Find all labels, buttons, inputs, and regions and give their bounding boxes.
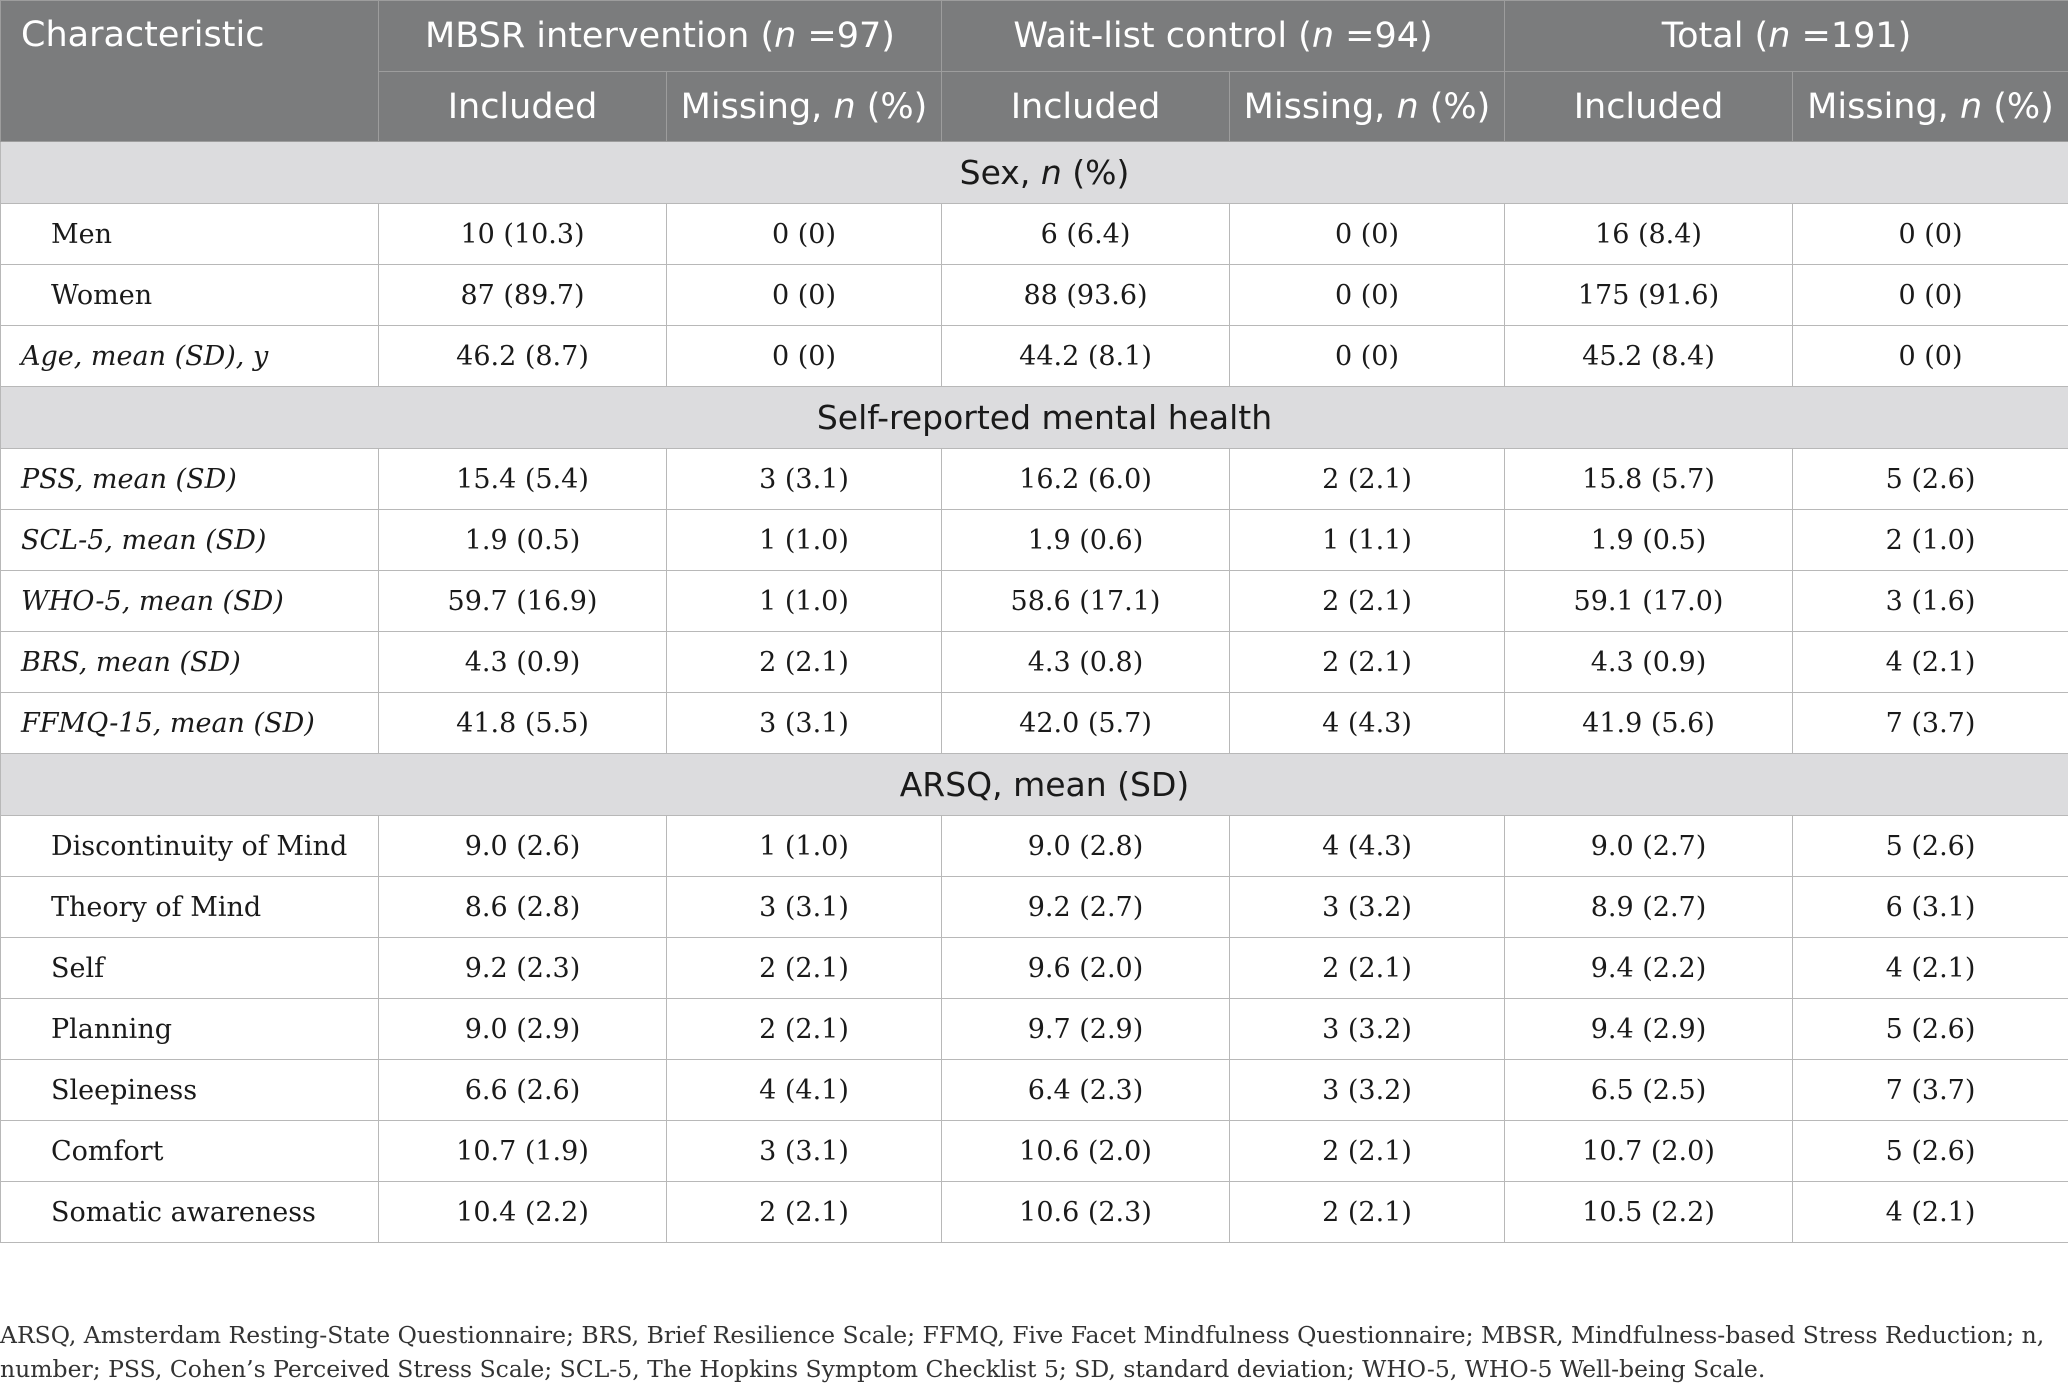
cell: 0 (0) [667,326,942,387]
cell: 9.0 (2.8) [942,816,1230,877]
cell: 2 (2.1) [667,999,942,1060]
cell: 10.4 (2.2) [379,1182,667,1243]
cell: 0 (0) [667,204,942,265]
cell: 3 (3.2) [1230,999,1505,1060]
cell: 6 (3.1) [1793,877,2068,938]
table-footnote: ARSQ, Amsterdam Resting-State Questionnaire; BRS, Brief Resilience Scale; FFMQ, Five Facet Mindfulness Questionnaire; MBSR, Mindfulness-based Stress Reduction; n, number; PSS, Cohen’s Perceived Stress Scale; SCL-5, The Hopkins Symptom Checklist 5; SD, standard deviation; WHO-5, WHO-5 Well-being Scale. [0,1321,2045,1383]
row-label: Theory of Mind [1,877,379,938]
cell: 1 (1.0) [667,510,942,571]
row-label: Self [1,938,379,999]
table-row [1,204,2068,265]
section-label: Self-reported mental health [1,387,2068,449]
section-row-arsq [1,754,2068,816]
cell: 10.7 (1.9) [379,1121,667,1182]
cell: 44.2 (8.1) [942,326,1230,387]
header-included: Included [379,72,667,142]
table-row [1,510,2068,571]
cell: 58.6 (17.1) [942,571,1230,632]
cell: 3 (3.1) [667,877,942,938]
cell: 4.3 (0.8) [942,632,1230,693]
cell: 3 (3.1) [667,1121,942,1182]
section-row-mental-health [1,387,2068,449]
cell: 4 (2.1) [1793,1182,2068,1243]
cell: 0 (0) [1793,326,2068,387]
cell: 2 (2.1) [667,938,942,999]
cell: 4.3 (0.9) [379,632,667,693]
header-missing: Missing, n (%) [1793,72,2068,142]
cell: 0 (0) [1793,265,2068,326]
cell: 6.4 (2.3) [942,1060,1230,1121]
cell: 2 (2.1) [1230,449,1505,510]
cell: 15.8 (5.7) [1505,449,1793,510]
row-label: PSS, mean (SD) [1,449,379,510]
cell: 42.0 (5.7) [942,693,1230,754]
cell: 175 (91.6) [1505,265,1793,326]
row-label: Discontinuity of Mind [1,816,379,877]
cell: 46.2 (8.7) [379,326,667,387]
cell: 0 (0) [667,265,942,326]
row-label: Comfort [1,1121,379,1182]
cell: 4.3 (0.9) [1505,632,1793,693]
cell: 4 (4.1) [667,1060,942,1121]
cell: 3 (1.6) [1793,571,2068,632]
cell: 59.1 (17.0) [1505,571,1793,632]
cell: 45.2 (8.4) [1505,326,1793,387]
header-group-mbsr: MBSR intervention (n =97) [379,1,942,72]
row-label: Men [1,204,379,265]
cell: 3 (3.2) [1230,1060,1505,1121]
row-label: BRS, mean (SD) [1,632,379,693]
cell: 0 (0) [1793,204,2068,265]
header-missing: Missing, n (%) [1230,72,1505,142]
table-row [1,571,2068,632]
cell: 9.0 (2.6) [379,816,667,877]
row-label: Somatic awareness [1,1182,379,1243]
row-label: FFMQ-15, mean (SD) [1,693,379,754]
cell: 7 (3.7) [1793,693,2068,754]
cell: 5 (2.6) [1793,999,2068,1060]
cell: 1.9 (0.5) [379,510,667,571]
cell: 1 (1.0) [667,571,942,632]
cell: 9.7 (2.9) [942,999,1230,1060]
header-group-waitlist: Wait-list control (n =94) [942,1,1505,72]
table-row [1,449,2068,510]
table-row [1,1182,2068,1243]
cell: 9.4 (2.9) [1505,999,1793,1060]
cell: 4 (2.1) [1793,938,2068,999]
header-characteristic: Characteristic [1,1,379,142]
header-included: Included [942,72,1230,142]
table-row [1,816,2068,877]
table-row [1,632,2068,693]
cell: 0 (0) [1230,265,1505,326]
cell: 2 (2.1) [1230,571,1505,632]
cell: 9.2 (2.7) [942,877,1230,938]
cell: 6.6 (2.6) [379,1060,667,1121]
cell: 6.5 (2.5) [1505,1060,1793,1121]
table-row [1,265,2068,326]
cell: 10.5 (2.2) [1505,1182,1793,1243]
cell: 9.6 (2.0) [942,938,1230,999]
row-label: Women [1,265,379,326]
cell: 2 (2.1) [667,632,942,693]
cell: 1 (1.1) [1230,510,1505,571]
cell: 10 (10.3) [379,204,667,265]
cell: 5 (2.6) [1793,1121,2068,1182]
cell: 16 (8.4) [1505,204,1793,265]
cell: 59.7 (16.9) [379,571,667,632]
header-included: Included [1505,72,1793,142]
cell: 2 (2.1) [667,1182,942,1243]
cell: 8.6 (2.8) [379,877,667,938]
cell: 2 (2.1) [1230,1182,1505,1243]
cell: 0 (0) [1230,204,1505,265]
cell: 9.2 (2.3) [379,938,667,999]
row-label: SCL-5, mean (SD) [1,510,379,571]
section-label: ARSQ, mean (SD) [1,754,2068,816]
cell: 3 (3.2) [1230,877,1505,938]
table-row [1,1121,2068,1182]
cell: 8.9 (2.7) [1505,877,1793,938]
row-label: Planning [1,999,379,1060]
cell: 4 (2.1) [1793,632,2068,693]
table-row [1,938,2068,999]
section-label: Sex, n (%) [1,142,2068,204]
table-row [1,693,2068,754]
cell: 3 (3.1) [667,693,942,754]
header-group-total: Total (n =191) [1505,1,2068,72]
cell: 10.6 (2.0) [942,1121,1230,1182]
cell: 87 (89.7) [379,265,667,326]
table-row [1,999,2068,1060]
cell: 16.2 (6.0) [942,449,1230,510]
cell: 9.4 (2.2) [1505,938,1793,999]
row-label: WHO-5, mean (SD) [1,571,379,632]
cell: 9.0 (2.9) [379,999,667,1060]
row-label: Sleepiness [1,1060,379,1121]
cell: 1.9 (0.5) [1505,510,1793,571]
cell: 9.0 (2.7) [1505,816,1793,877]
cell: 2 (2.1) [1230,938,1505,999]
table-row [1,326,2068,387]
cell: 88 (93.6) [942,265,1230,326]
cell: 1.9 (0.6) [942,510,1230,571]
cell: 10.7 (2.0) [1505,1121,1793,1182]
cell: 4 (4.3) [1230,816,1505,877]
cell: 2 (2.1) [1230,1121,1505,1182]
cell: 2 (1.0) [1793,510,2068,571]
cell: 41.9 (5.6) [1505,693,1793,754]
cell: 3 (3.1) [667,449,942,510]
cell: 1 (1.0) [667,816,942,877]
header-missing: Missing, n (%) [667,72,942,142]
section-row-sex [1,142,2068,204]
cell: 10.6 (2.3) [942,1182,1230,1243]
cell: 5 (2.6) [1793,816,2068,877]
cell: 41.8 (5.5) [379,693,667,754]
table-row [1,877,2068,938]
cell: 5 (2.6) [1793,449,2068,510]
cell: 7 (3.7) [1793,1060,2068,1121]
row-label: Age, mean (SD), y [1,326,379,387]
cell: 2 (2.1) [1230,632,1505,693]
cell: 0 (0) [1230,326,1505,387]
table-row [1,1060,2068,1121]
cell: 6 (6.4) [942,204,1230,265]
cell: 15.4 (5.4) [379,449,667,510]
cell: 4 (4.3) [1230,693,1505,754]
